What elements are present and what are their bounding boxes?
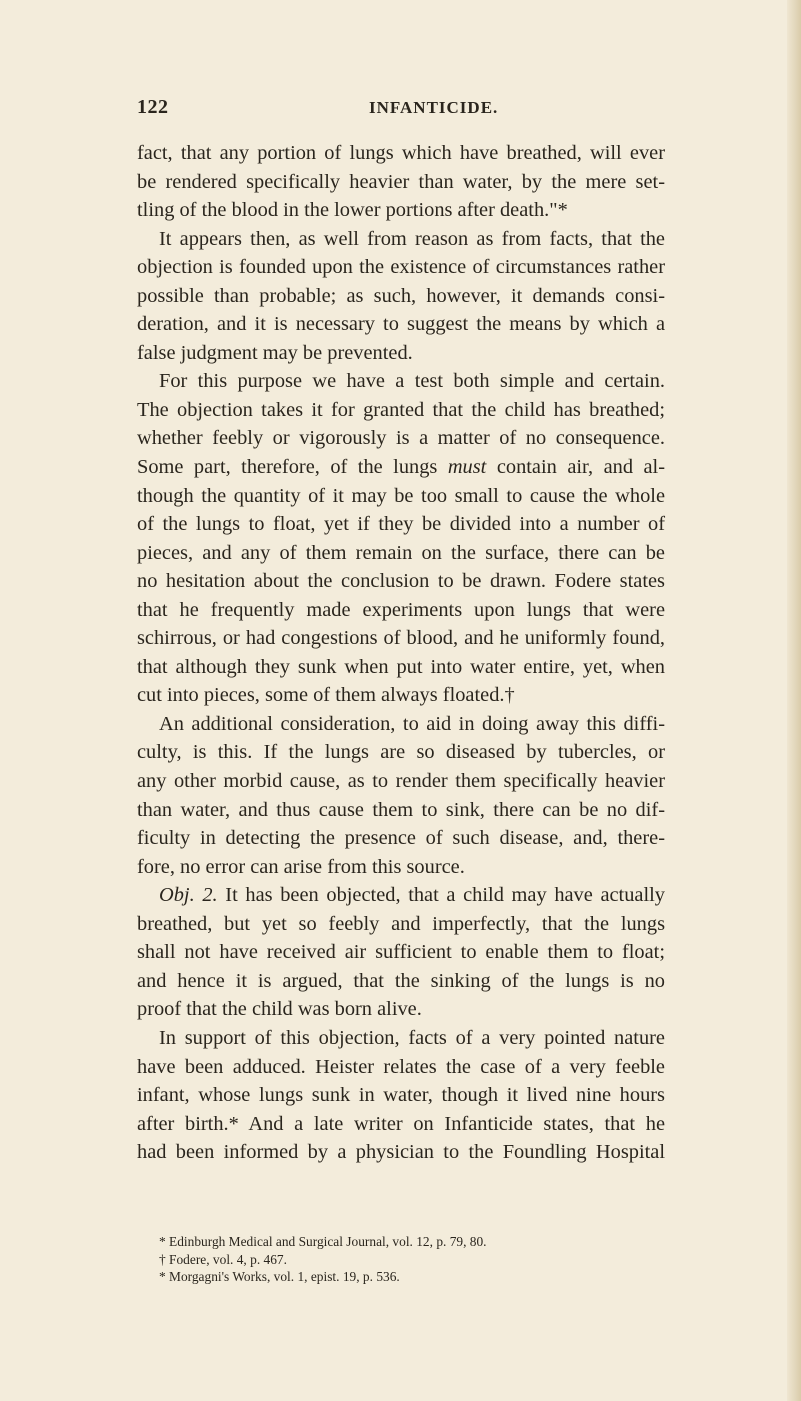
text-line: shall not have received air sufficient to enable them to float;: [137, 941, 665, 964]
page-edge-shadow: [787, 0, 801, 1401]
text-segment: contain air, and al-: [486, 456, 665, 479]
running-title: INFANTICIDE.: [369, 98, 499, 117]
body-text: [137, 139, 665, 1167]
text-line: breathed, but yet so feebly and imperfectly, that the lungs: [137, 912, 665, 935]
text-line: than water, and thus cause them to sink, there can be no dif-: [137, 798, 665, 821]
text-line: The objection takes it for granted that the child has breathed;: [137, 398, 665, 421]
text-line: pieces, and any of them remain on the surface, there can be: [137, 541, 665, 564]
footnote: * Morgagni's Works, vol. 1, epist. 19, p. 536.: [159, 1269, 400, 1284]
text-line: of the lungs to float, yet if they be divided into a number of: [137, 513, 665, 536]
text-line: possible than probable; as such, however, it demands consi-: [137, 284, 665, 307]
text-line: had been informed by a physician to the Foundling Hospital: [137, 1141, 665, 1164]
text-line: false judgment may be prevented.: [137, 341, 413, 364]
text-line: and hence it is argued, that the sinking of the lungs is no: [137, 969, 665, 992]
footnote: † Fodere, vol. 4, p. 467.: [159, 1251, 287, 1267]
text-line: infant, whose lungs sunk in water, though it lived nine hours: [137, 1084, 665, 1107]
text-line: fore, no error can arise from this source.: [137, 855, 465, 878]
text-line: though the quantity of it may be too small to cause the whole: [137, 484, 665, 507]
text-line: It appears then, as well from reason as from facts, that the: [159, 227, 665, 250]
text-line: have been adduced. Heister relates the case of a very feeble: [137, 1055, 665, 1078]
text-line: [137, 881, 665, 910]
text-line: any other morbid cause, as to render them specifically heavier: [137, 770, 665, 793]
emphasis-must: must: [447, 456, 487, 479]
text-segment: Some part, therefore, of the lungs: [137, 456, 448, 479]
text-segment: It has been objected, that a child may have actually: [217, 884, 665, 907]
text-line: no hesitation about the conclusion to be drawn. Fodere states: [137, 570, 665, 593]
page-number: 122: [137, 96, 169, 118]
text-line: For this purpose we have a test both simple and certain.: [159, 370, 665, 393]
text-line: In support of this objection, facts of a very pointed nature: [159, 1026, 665, 1049]
text-line: cut into pieces, some of them always floated.†: [137, 684, 515, 707]
text-line: that although they sunk when put into water entire, yet, when: [137, 655, 665, 678]
text-line: after birth.* And a late writer on Infanticide states, that he: [137, 1112, 665, 1135]
text-line: tling of the blood in the lower portions after death."*: [137, 199, 568, 222]
objection-label: Obj. 2.: [159, 884, 218, 907]
footnotes: [159, 1233, 659, 1286]
text-line: fact, that any portion of lungs which have breathed, will ever: [137, 142, 665, 164]
text-line: whether feebly or vigorously is a matter of no consequence.: [137, 427, 665, 450]
text-line: proof that the child was born alive.: [137, 998, 422, 1021]
footnote: * Edinburgh Medical and Surgical Journal, vol. 12, p. 79, 80.: [159, 1234, 487, 1249]
text-line: An additional consideration, to aid in doing away this diffi-: [159, 712, 665, 735]
text-line: be rendered specifically heavier than water, by the mere set-: [137, 170, 665, 193]
page-header: [137, 96, 665, 120]
text-line: deration, and it is necessary to suggest the means by which a: [137, 313, 665, 336]
text-line: schirrous, or had congestions of blood, and he uniformly found,: [137, 627, 665, 650]
text-line: ficulty in detecting the presence of such disease, and, there-: [137, 827, 665, 850]
text-line: culty, is this. If the lungs are so diseased by tubercles, or: [137, 741, 665, 764]
text-line: [137, 453, 665, 482]
text-line: that he frequently made experiments upon lungs that were: [137, 598, 665, 621]
text-line: objection is founded upon the existence of circumstances rather: [137, 256, 665, 279]
